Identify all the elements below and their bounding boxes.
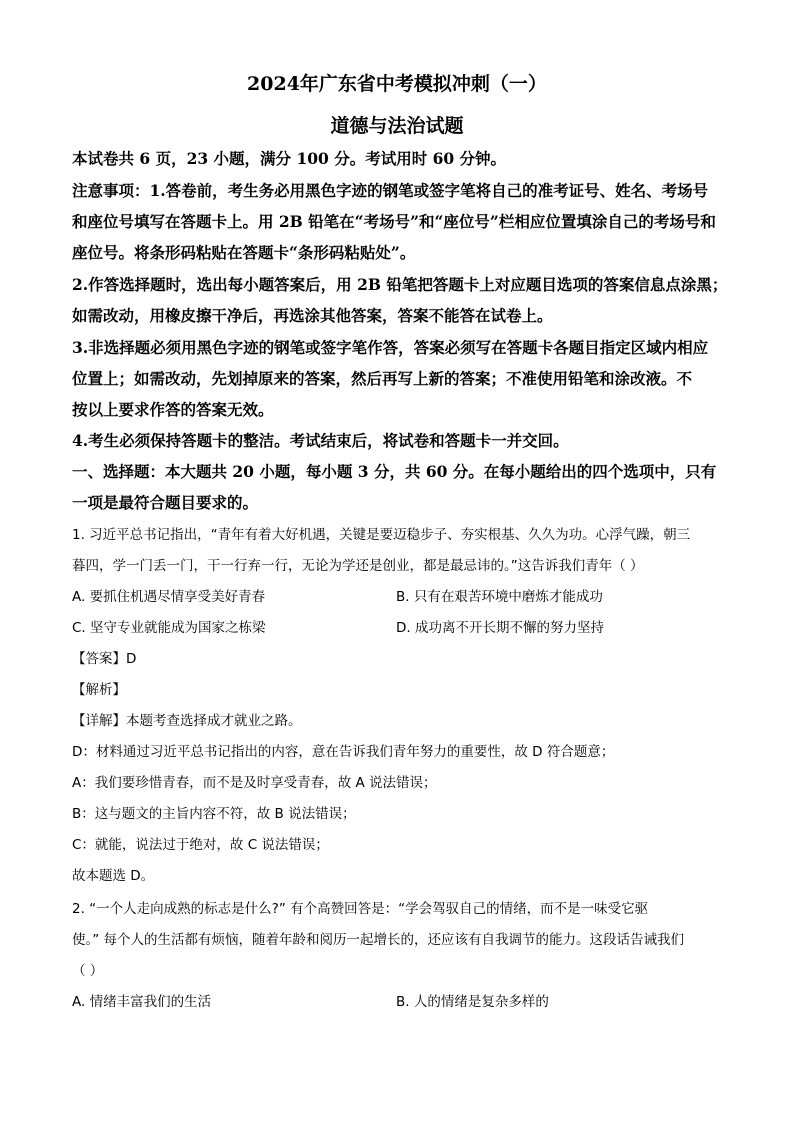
explanation-line: C：就能，说法过于绝对，故 C 说法错误； <box>72 837 329 853</box>
answer-label: 【答案】D <box>72 651 137 667</box>
notice-line: 按以上要求作答的答案无效。 <box>72 400 274 419</box>
section-heading: 一项是最符合题目要求的。 <box>72 493 259 512</box>
exam-info: 本试卷共 6 页，23 小题，满分 100 分。考试用时 60 分钟。 <box>72 149 507 168</box>
exam-title: 2024年广东省中考模拟冲刺（一） <box>247 73 547 95</box>
notice-line: 座位号。将条形码粘贴在答题卡“条形码粘贴处”。 <box>72 243 416 262</box>
explanation-line: A：我们要珍惜青春，而不是及时享受青春，故 A 说法错误； <box>72 775 437 791</box>
question-stem: （ ） <box>72 963 104 979</box>
analysis-label: 【解析】 <box>72 682 126 698</box>
option-c: C. 坚守专业就能成为国家之栋梁 <box>72 620 266 636</box>
notice-line: 3.非选择题必须用黑色字迹的钢笔或签字笔作答，答案必须写在答题卡各题目指定区域内相应 <box>72 338 709 357</box>
question-stem: 使。” 每个人的生活都有烦恼，随着年龄和阅历一起增长的，还应该有自我调节的能力。这段话告诫我们 <box>72 932 685 948</box>
explanation-line: D：材料通过习近平总书记指出的内容，意在告诉我们青年努力的重要性，故 D 符合题意； <box>72 744 615 760</box>
notice-line: 注意事项：1.答卷前，考生务必用黑色字迹的钢笔或签字笔将自己的准考证号、姓名、考场号 <box>72 181 709 200</box>
notice-line: 4.考生必须保持答题卡的整洁。考试结束后，将试卷和答题卡一并交回。 <box>72 431 569 450</box>
question-stem: 1. 习近平总书记指出，“青年有着大好机遇，关键是要迈稳步子、夯实根基、久久为功。心浮气躁，朝三 <box>72 527 691 543</box>
option-a: A. 情绪丰富我们的生活 <box>72 994 212 1010</box>
conclusion-line: 故本题选 D。 <box>72 868 155 884</box>
option-a: A. 要抓住机遇尽情享受美好青春 <box>72 589 266 605</box>
section-heading: 一、选择题：本大题共 20 小题，每小题 3 分，共 60 分。在每小题给出的四个选项中，只有 <box>72 462 717 481</box>
option-b: B. 只有在艰苦环境中磨炼才能成功 <box>396 589 603 605</box>
detail-label: 【详解】本题考查选择成才就业之路。 <box>72 713 302 729</box>
notice-line: 位置上；如需改动，先划掉原来的答案，然后再写上新的答案；不准使用铅笔和涂改液。不 <box>72 369 693 388</box>
option-d: D. 成功离不开长期不懈的努力坚持 <box>396 620 604 636</box>
option-b: B. 人的情绪是复杂多样的 <box>396 994 549 1010</box>
notice-line: 2.作答选择题时，选出每小题答案后，用 2B 铅笔把答题卡上对应题目选项的答案信息点涂黑； <box>72 275 728 294</box>
question-stem: 暮四，学一门丢一门，干一行弃一行，无论为学还是创业，都是最忌讳的。”这告诉我们青年（ ） <box>72 558 644 574</box>
exam-subtitle: 道德与法治试题 <box>330 115 464 137</box>
explanation-line: B：这与题文的主旨内容不符，故 B 说法错误； <box>72 806 356 822</box>
notice-line: 如需改动，用橡皮擦干净后，再选涂其他答案，答案不能答在试卷上。 <box>72 306 553 325</box>
notice-line: 和座位号填写在答题卡上。用 2B 铅笔在“考场号”和“座位号”栏相应位置填涂自己的考场号和 <box>72 212 716 231</box>
question-stem: 2. “一个人走向成熟的标志是什么?” 有个高赞回答是：“学会驾驭自己的情绪，而不是一味受它驱 <box>72 901 649 917</box>
